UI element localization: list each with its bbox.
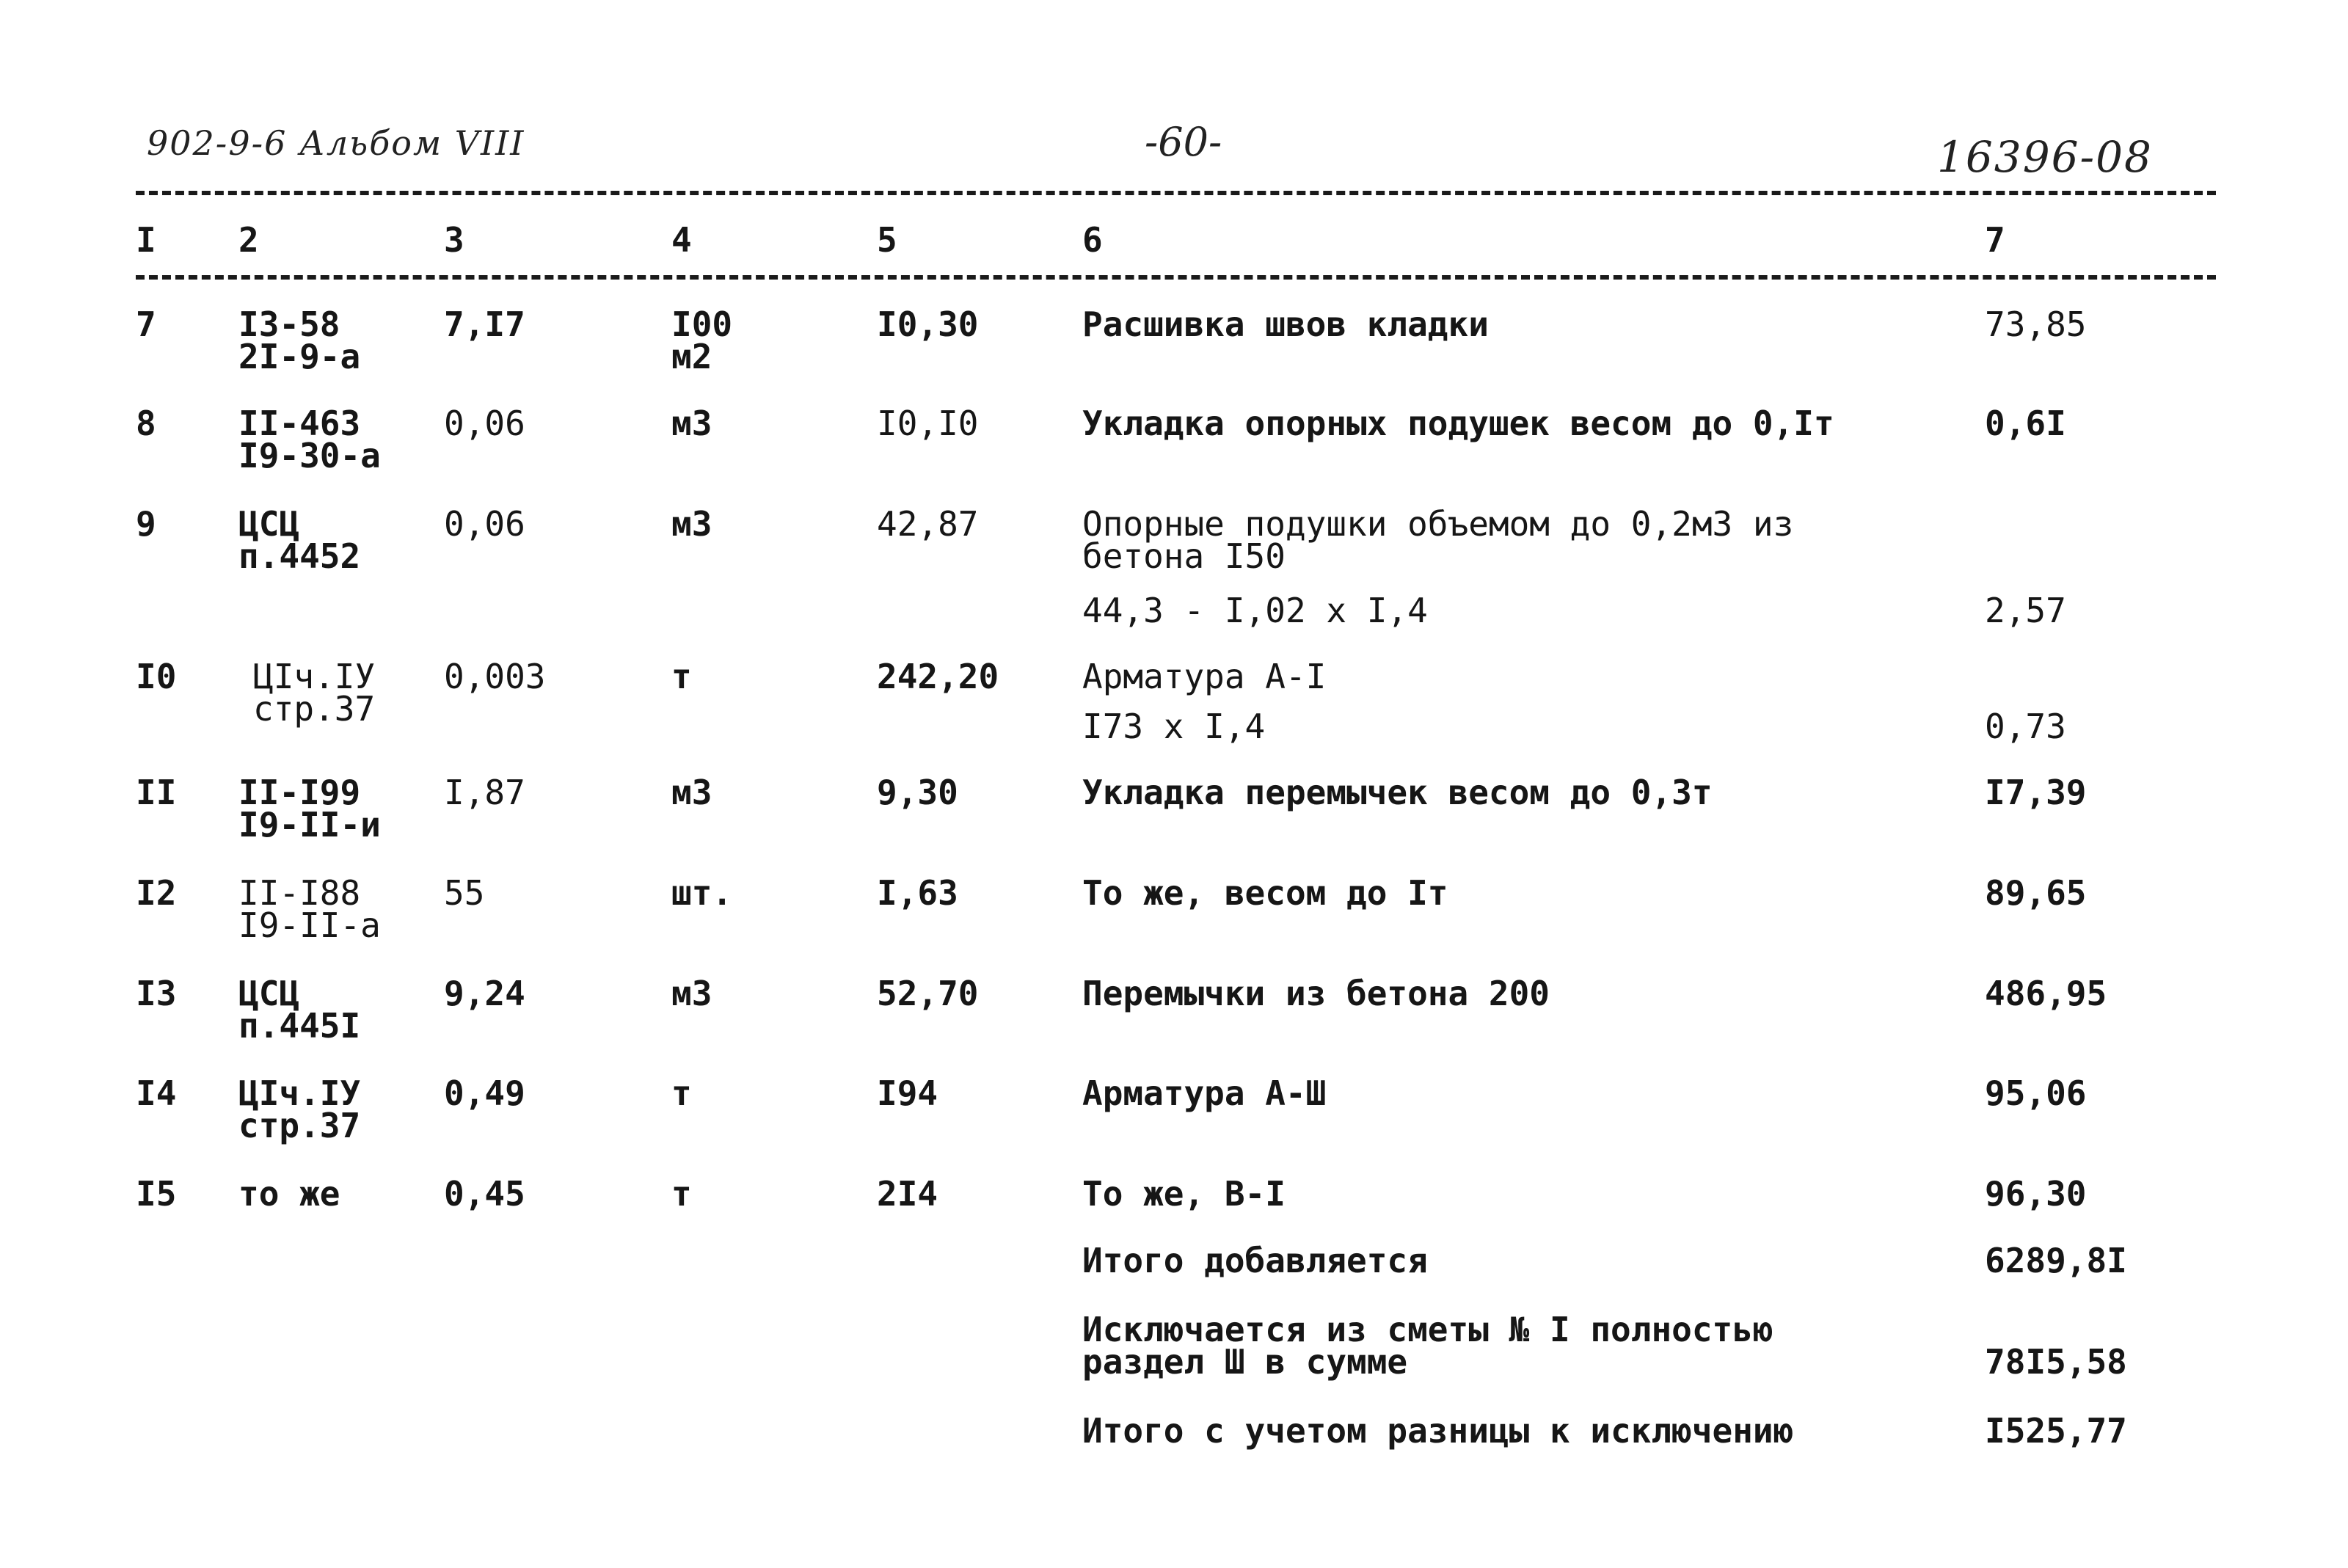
row-price: 9,30 — [877, 773, 958, 812]
row-code-line1: ЦIч.IУ — [238, 1073, 361, 1113]
row-sum: 0,6I — [1985, 404, 2066, 443]
row-sum: 95,06 — [1985, 1073, 2087, 1113]
row-price: I0,30 — [877, 305, 979, 344]
row-sum: I7,39 — [1985, 773, 2087, 812]
row-description — [1082, 504, 1794, 576]
row-sum: 89,65 — [1985, 873, 2087, 913]
header-document-code: 902-9-6 Альбом VIII — [147, 123, 525, 163]
row-description: Перемычки из бетона 200 — [1082, 974, 1550, 1013]
row-unit-line2: м2 — [671, 337, 712, 376]
row-price: 242,20 — [877, 657, 999, 696]
row-code — [238, 504, 361, 576]
header-dashed-rule — [136, 275, 2216, 280]
row-quantity: 7,I7 — [444, 305, 525, 344]
row-price: I94 — [877, 1073, 938, 1113]
total-value: I525,77 — [1985, 1411, 2127, 1451]
row-number: II — [136, 773, 177, 812]
row-code — [253, 657, 376, 729]
row-code — [238, 773, 381, 845]
row-unit: м3 — [671, 974, 712, 1013]
row-code-line2: I9-II-и — [238, 805, 381, 845]
row-price: 2I4 — [877, 1174, 938, 1214]
row-quantity: 0,45 — [444, 1174, 525, 1214]
row-unit: м3 — [671, 773, 712, 812]
row-description: Арматура А-I — [1082, 657, 1327, 696]
column-number-3: 3 — [444, 220, 464, 260]
total-label: Итого с учетом разницы к исключению — [1082, 1411, 1794, 1451]
row-unit: т — [671, 1174, 692, 1214]
row-sum: 96,30 — [1985, 1174, 2087, 1214]
row-number: I4 — [136, 1073, 177, 1113]
row-unit: м3 — [671, 404, 712, 443]
row-code-line2: стр.37 — [253, 689, 376, 729]
row-price: 42,87 — [877, 504, 979, 544]
row-sum: 0,73 — [1985, 707, 2066, 746]
row-quantity: 55 — [444, 873, 485, 913]
row-code-line2: п.445I — [238, 1006, 361, 1046]
row-unit: т — [671, 657, 692, 696]
row-number: I5 — [136, 1174, 177, 1214]
row-code-line1: II-463 — [238, 404, 361, 443]
column-number-6: 6 — [1082, 220, 1103, 260]
row-price: I,63 — [877, 873, 958, 913]
header-sheet-number: 16396-08 — [1937, 132, 2153, 182]
row-number: 7 — [136, 305, 156, 344]
row-code-line1: ЦСЦ — [238, 974, 300, 1013]
row-description-line2: бетона I50 — [1082, 536, 1286, 576]
row-unit: шт. — [671, 873, 733, 913]
row-description-line1: Опорные подушки объемом до 0,2м3 из — [1082, 504, 1794, 544]
row-description: То же, В-I — [1082, 1174, 1286, 1214]
column-number-4: 4 — [671, 220, 692, 260]
row-code — [238, 873, 381, 945]
column-number-1: I — [136, 220, 156, 260]
row-code — [238, 974, 361, 1046]
row-description: Расшивка швов кладки — [1082, 305, 1489, 344]
column-number-5: 5 — [877, 220, 897, 260]
row-code-line1: ЦIч.IУ — [253, 657, 376, 696]
row-description: Арматура А-Ш — [1082, 1073, 1327, 1113]
total-value: 78I5,58 — [1985, 1342, 2127, 1382]
row-description: Укладка перемычек весом до 0,3т — [1082, 773, 1713, 812]
row-code — [238, 305, 361, 376]
row-code-line2: I9-30-а — [238, 436, 381, 475]
row-number: I3 — [136, 974, 177, 1013]
total-value: 6289,8I — [1985, 1241, 2127, 1280]
row-code — [238, 1073, 361, 1145]
header-page-number: -60- — [1145, 119, 1222, 165]
row-code-line1: I3-58 — [238, 305, 340, 344]
row-sum: 73,85 — [1985, 305, 2087, 344]
total-label — [1082, 1310, 1773, 1382]
column-number-2: 2 — [238, 220, 259, 260]
row-number: 8 — [136, 404, 156, 443]
row-sum: 2,57 — [1985, 591, 2066, 630]
row-sum: 486,95 — [1985, 974, 2107, 1013]
row-unit — [671, 305, 733, 376]
row-number: 9 — [136, 504, 156, 544]
row-number: I2 — [136, 873, 177, 913]
column-number-7: 7 — [1985, 220, 2005, 260]
row-quantity: 0,003 — [444, 657, 546, 696]
row-calculation: I73 x I,4 — [1082, 707, 1266, 746]
row-code-line2: п.4452 — [238, 536, 361, 576]
row-price: I0,I0 — [877, 404, 979, 443]
total-label-line1: Исключается из сметы № I полностью — [1082, 1310, 1773, 1349]
row-quantity: I,87 — [444, 773, 525, 812]
row-code-line1: II-I99 — [238, 773, 361, 812]
row-price: 52,70 — [877, 974, 979, 1013]
row-unit-line1: I00 — [671, 305, 733, 344]
row-quantity: 9,24 — [444, 974, 525, 1013]
row-description: То же, весом до Iт — [1082, 873, 1448, 913]
row-unit: м3 — [671, 504, 712, 544]
row-code-line2: 2I-9-а — [238, 337, 361, 376]
row-code — [238, 404, 381, 475]
row-code: то же — [238, 1174, 340, 1214]
row-quantity: 0,49 — [444, 1073, 525, 1113]
total-label: Итого добавляется — [1082, 1241, 1428, 1280]
row-code-line1: ЦСЦ — [238, 504, 300, 544]
row-quantity: 0,06 — [444, 404, 525, 443]
top-dashed-rule — [136, 191, 2216, 195]
row-code-line2: I9-II-а — [238, 905, 381, 945]
row-description: Укладка опорных подушек весом до 0,Iт — [1082, 404, 1834, 443]
row-unit: т — [671, 1073, 692, 1113]
row-code-line2: стр.37 — [238, 1106, 361, 1145]
row-number: I0 — [136, 657, 177, 696]
total-label-line2: раздел Ш в сумме — [1082, 1342, 1408, 1382]
row-quantity: 0,06 — [444, 504, 525, 544]
row-calculation: 44,3 - I,02 x I,4 — [1082, 591, 1428, 630]
row-code-line1: II-I88 — [238, 873, 361, 913]
